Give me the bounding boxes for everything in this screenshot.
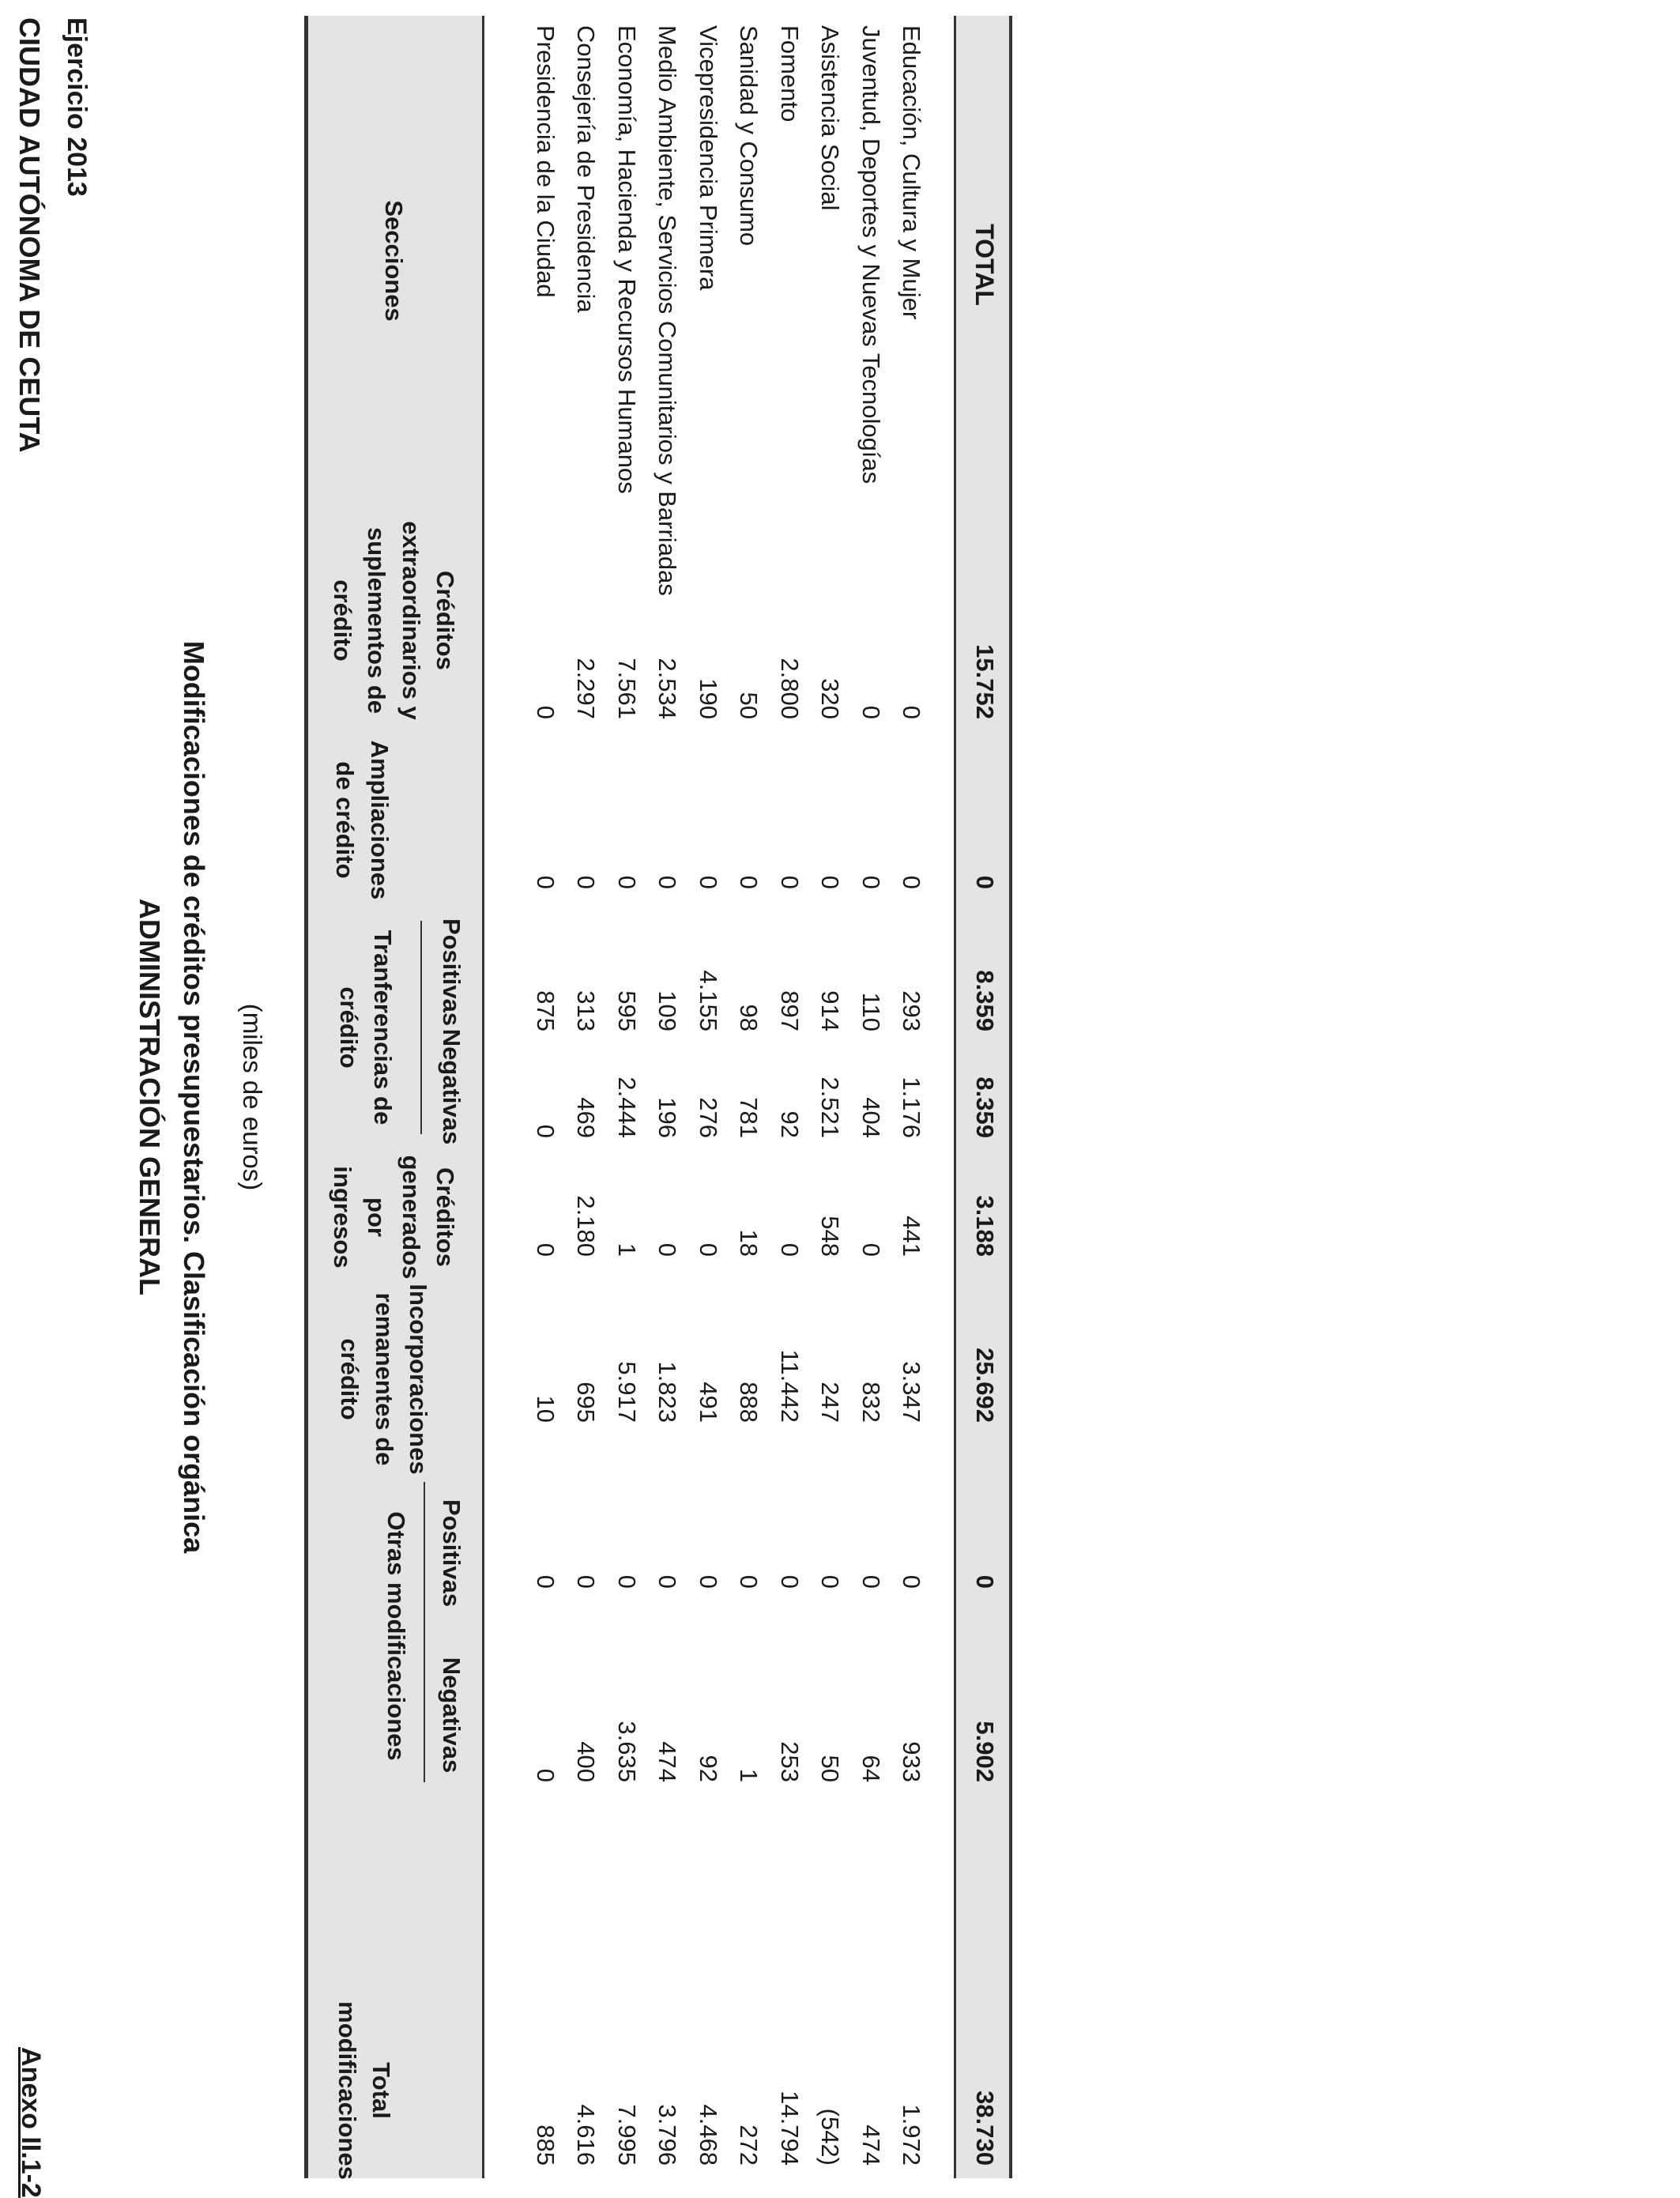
page-title: ADMINISTRACIÓN GENERAL	[134, 899, 166, 1295]
cell-tpos: 293	[898, 990, 925, 1031]
cell-oneg: 253	[776, 1741, 804, 1782]
total-oneg: 5.902	[971, 1721, 999, 1782]
cell-gen: 0	[654, 1242, 681, 1257]
cell-seccion: Sanidad y Consumo	[735, 25, 763, 247]
col-header-transf-positivas: Positivas	[437, 918, 465, 1027]
cell-extra: 0	[898, 705, 925, 719]
total-top-rule	[954, 16, 956, 2178]
cell-extra: 50	[735, 692, 763, 719]
total-gen: 3.188	[971, 1195, 999, 1257]
cell-gen: 0	[857, 1242, 885, 1257]
cell-ampl: 0	[816, 875, 844, 889]
col-header-creditos-generados: Créditos generados por ingresos	[329, 1155, 460, 1280]
entity-name: CIUDAD AUTÓNOMA DE CEUTA	[13, 17, 46, 453]
cell-inc: 5.917	[613, 1361, 641, 1423]
cell-seccion: Vicepresidencia Primera	[695, 25, 722, 291]
col-header-otras: Otras modificaciones	[382, 1511, 410, 1761]
total-total: 38.730	[971, 2091, 999, 2166]
cell-total: 4.468	[695, 2104, 722, 2166]
cell-gen: 0	[695, 1242, 722, 1257]
cell-tneg: 276	[695, 1097, 722, 1138]
total-ampl: 0	[971, 875, 999, 889]
cell-total: 474	[857, 2124, 885, 2166]
cell-tpos: 595	[613, 990, 641, 1031]
cell-tpos: 914	[816, 990, 844, 1031]
col-header-transf-negativas: Negativas	[437, 1028, 465, 1145]
cell-tneg: 469	[572, 1097, 600, 1138]
cell-ampl: 0	[898, 875, 925, 889]
col-header-otras-negativas: Negativas	[437, 1657, 465, 1774]
cell-extra: 2.800	[776, 658, 804, 719]
cell-seccion: Economía, Hacienda y Recursos Humanos	[613, 25, 641, 494]
total-inc: 25.692	[971, 1348, 999, 1423]
cell-opos: 0	[532, 1574, 559, 1589]
cell-gen: 2.180	[572, 1195, 600, 1257]
col-header-transferencias: Tranferencias de crédito	[335, 929, 397, 1125]
cell-extra: 2.297	[572, 658, 600, 719]
cell-seccion: Consejería de Presidencia	[572, 25, 600, 313]
total-label: TOTAL	[970, 224, 999, 306]
page-subtitle: Modificaciones de créditos presupuestarios. Clasificación orgánica	[178, 640, 210, 1554]
cell-opos: 0	[613, 1574, 641, 1589]
col-header-total: Total modificaciones	[333, 2001, 396, 2180]
cell-ampl: 0	[532, 875, 559, 889]
cell-tpos: 4.155	[695, 970, 722, 1031]
total-opos: 0	[971, 1574, 999, 1589]
total-tneg: 8.359	[971, 1076, 999, 1138]
cell-total: 3.796	[654, 2104, 681, 2166]
cell-extra: 2.534	[654, 658, 681, 719]
units-note: (miles de euros)	[238, 1003, 267, 1191]
total-extra: 15.752	[971, 644, 999, 719]
cell-ampl: 0	[613, 875, 641, 889]
transferencias-underline	[420, 921, 422, 1134]
cell-opos: 0	[654, 1574, 681, 1589]
cell-opos: 0	[776, 1574, 804, 1589]
cell-gen: 1	[613, 1242, 641, 1257]
col-header-ampliaciones: Ampliaciones de crédito	[331, 740, 394, 900]
cell-tpos: 109	[654, 990, 681, 1031]
cell-inc: 695	[572, 1382, 600, 1423]
cell-extra: 7.561	[613, 658, 641, 719]
cell-opos: 0	[816, 1574, 844, 1589]
cell-extra: 320	[816, 678, 844, 719]
cell-tneg: 92	[776, 1110, 804, 1138]
total-tpos: 8.359	[971, 970, 999, 1031]
col-header-secciones: Secciones	[380, 200, 409, 322]
cell-oneg: 1	[735, 1768, 763, 1782]
cell-tpos: 110	[857, 992, 885, 1031]
cell-ampl: 0	[735, 875, 763, 889]
cell-ampl: 0	[654, 875, 681, 889]
cell-total: 272	[735, 2124, 763, 2166]
cell-tneg: 781	[735, 1097, 763, 1138]
cell-extra: 0	[532, 705, 559, 719]
cell-gen: 548	[816, 1216, 844, 1257]
cell-oneg: 50	[816, 1755, 844, 1782]
cell-tneg: 2.521	[816, 1076, 844, 1138]
header-bottom-rule	[482, 16, 484, 2178]
cell-opos: 0	[857, 1574, 885, 1589]
cell-total: 7.995	[613, 2104, 641, 2166]
cell-ampl: 0	[572, 875, 600, 889]
cell-inc: 3.347	[898, 1361, 925, 1423]
cell-oneg: 92	[695, 1755, 722, 1782]
cell-inc: 888	[735, 1382, 763, 1423]
cell-oneg: 0	[532, 1768, 559, 1782]
cell-total: 885	[532, 2124, 559, 2166]
cell-seccion: Educación, Cultura y Mujer	[898, 25, 925, 320]
cell-tpos: 875	[532, 990, 559, 1031]
cell-opos: 0	[695, 1574, 722, 1589]
cell-oneg: 474	[654, 1741, 681, 1782]
cell-gen: 0	[532, 1242, 559, 1257]
cell-inc: 247	[816, 1382, 844, 1423]
cell-seccion: Fomento	[776, 25, 804, 123]
cell-tpos: 98	[735, 1004, 763, 1031]
cell-tneg: 2.444	[613, 1076, 641, 1138]
cell-seccion: Medio Ambiente, Servicios Comunitarios y Barriadas	[654, 25, 681, 596]
cell-inc: 1.823	[654, 1361, 681, 1423]
cell-seccion: Asistencia Social	[816, 25, 844, 211]
cell-tneg: 1.176	[898, 1076, 925, 1138]
cell-total: 14.794	[776, 2091, 804, 2166]
col-header-creditos-extraordinarios: Créditos extraordinarios y suplementos de crédito	[329, 521, 460, 720]
cell-oneg: 3.635	[613, 1721, 641, 1782]
cell-inc: 491	[695, 1382, 722, 1423]
cell-ampl: 0	[776, 875, 804, 889]
cell-opos: 0	[735, 1574, 763, 1589]
cell-seccion: Presidencia de la Ciudad	[532, 25, 559, 298]
col-header-otras-positivas: Positivas	[437, 1499, 465, 1608]
cell-total: 4.616	[572, 2104, 600, 2166]
cell-extra: 190	[695, 678, 722, 719]
cell-tneg: 0	[532, 1124, 559, 1138]
cell-gen: 0	[776, 1242, 804, 1257]
cell-tpos: 897	[776, 990, 804, 1031]
cell-inc: 11.442	[776, 1349, 804, 1423]
annex-label: Anexo II.1-2	[16, 2047, 46, 2198]
cell-extra: 0	[857, 705, 885, 719]
total-bottom-rule	[1009, 16, 1012, 2178]
cell-ampl: 0	[857, 875, 885, 889]
cell-seccion: Juventud, Deportes y Nuevas Tecnologías	[857, 25, 885, 484]
cell-total: 1.972	[898, 2104, 925, 2166]
cell-oneg: 400	[572, 1741, 600, 1782]
cell-tneg: 196	[654, 1097, 681, 1138]
cell-gen: 18	[735, 1229, 763, 1257]
cell-total: (542)	[816, 2108, 844, 2166]
header-top-rule	[304, 16, 308, 2178]
cell-tpos: 313	[572, 990, 600, 1031]
cell-tneg: 404	[857, 1097, 885, 1138]
cell-oneg: 933	[898, 1741, 925, 1782]
cell-inc: 832	[857, 1382, 885, 1423]
cell-gen: 441	[898, 1216, 925, 1257]
cell-oneg: 64	[857, 1755, 885, 1782]
cell-opos: 0	[898, 1574, 925, 1589]
col-header-incorporaciones: Incorporaciones remanentes de crédito	[336, 1284, 433, 1475]
cell-opos: 0	[572, 1574, 600, 1589]
cell-ampl: 0	[695, 875, 722, 889]
otras-underline	[424, 1482, 425, 1782]
cell-inc: 10	[532, 1395, 559, 1423]
fiscal-year: Ejercicio 2013	[62, 17, 92, 197]
